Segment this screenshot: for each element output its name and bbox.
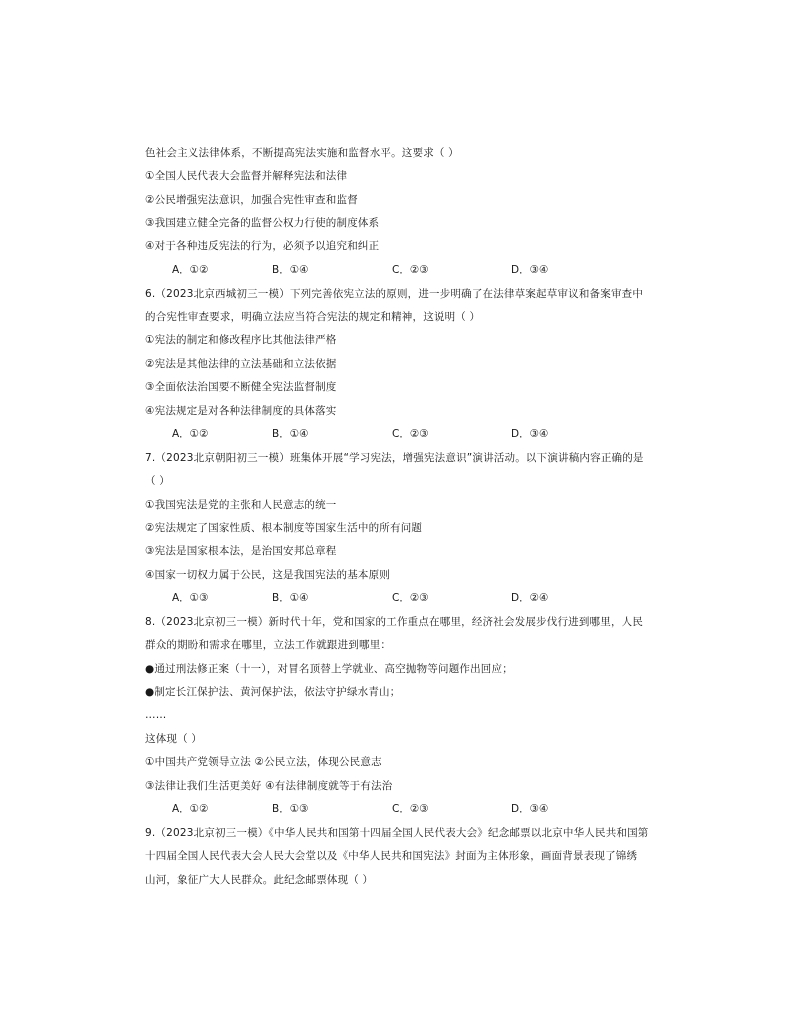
q6-option-a[interactable]: A．①②: [172, 428, 209, 440]
q6-option-b[interactable]: B．①④: [272, 428, 309, 440]
q5-stem-tail: 色社会主义法律体系，不断提高宪法实施和监督水平。这要求（ ）: [145, 147, 459, 159]
q8-option-c[interactable]: C．②③: [392, 803, 429, 815]
q5-option-b[interactable]: B．①④: [272, 264, 309, 276]
q8-prompt: 这体现（ ）: [145, 733, 203, 745]
q8-stem-line-2: 群众的期盼和需求在哪里，立法工作就跟进到哪里：: [145, 639, 392, 651]
q5-item-4: ④对于各种违反宪法的行为，必须予以追究和纠正: [145, 240, 380, 252]
q6-option-d[interactable]: D．③④: [511, 428, 549, 440]
q7-item-2: ②宪法规定了国家性质、根本制度等国家生活中的所有问题: [145, 522, 423, 534]
q5-item-1: ①全国人民代表大会监督并解释宪法和法律: [145, 170, 348, 182]
q8-option-a[interactable]: A．①②: [172, 803, 209, 815]
q7-item-4: ④国家一切权力属于公民，这是我国宪法的基本原则: [145, 569, 391, 581]
q7-option-c[interactable]: C．②③: [392, 592, 429, 604]
q7-option-b[interactable]: B．①④: [272, 592, 309, 604]
q5-option-c[interactable]: C．②③: [392, 264, 429, 276]
q8-option-b[interactable]: B．①③: [272, 803, 309, 815]
q6-option-c[interactable]: C．②③: [392, 428, 429, 440]
q6-item-4: ④宪法规定是对各种法律制度的具体落实: [145, 405, 337, 417]
q6-item-2: ②宪法是其他法律的立法基础和立法依据: [145, 358, 337, 370]
q8-ellipsis: ……: [145, 709, 167, 721]
q5-item-3: ③我国建立健全完备的监督公权力行使的制度体系: [145, 217, 380, 229]
q9-stem-line-2: 十四届全国人民代表大会人民大会堂以及《中华人民共和国宪法》封面为主体形象，画面背景表现了锦绣: [145, 850, 638, 862]
q6-options: [172, 426, 692, 442]
q9-stem-line-1: 9.（2023北京初三一模）《中华人民共和国第十四届全国人民代表大会》纪念邮票以北京中华人民共和国第: [145, 827, 649, 839]
q8-bullet-1: ●通过刑法修正案（十一），对冒名顶替上学就业、高空抛物等问题作出回应；: [145, 663, 513, 675]
q7-stem-line-2: （ ）: [145, 475, 170, 487]
q7-option-d[interactable]: D．②④: [511, 592, 549, 604]
q7-options: [172, 590, 692, 606]
q5-item-2: ②公民增强宪法意识，加强合宪性审查和监督: [145, 194, 358, 206]
q7-item-1: ①我国宪法是党的主张和人民意志的统一: [145, 499, 337, 511]
q5-option-d[interactable]: D．③④: [511, 264, 549, 276]
q7-option-a[interactable]: A．①③: [172, 592, 209, 604]
q8-stem-line-1: 8.（2023北京初三一模）新时代十年，党和国家的工作重点在哪里，经济社会发展步伐行进到哪里，人民: [145, 616, 644, 628]
q6-item-1: ①宪法的制定和修改程序比其他法律严格: [145, 334, 337, 346]
q9-stem-line-3: 山河，象征广大人民群众。此纪念邮票体现（ ）: [145, 874, 374, 886]
q7-item-3: ③宪法是国家根本法，是治国安邦总章程: [145, 545, 337, 557]
q5-options: [172, 262, 692, 278]
q8-items-line-2: ③法律让我们生活更美好 ④有法律制度就等于有法治: [145, 780, 393, 792]
q6-stem-line-2: 的合宪性审查要求，明确立法应当符合宪法的规定和精神，这说明（ ）: [145, 311, 481, 323]
q6-item-3: ③全面依法治国要不断健全宪法监督制度: [145, 381, 337, 393]
q6-stem-line-1: 6.（2023北京西城初三一模）下列完善依宪立法的原则，进一步明确了在法律草案起草审议和备案审查中: [145, 288, 644, 300]
q8-options: [172, 801, 692, 817]
q5-option-a[interactable]: A．①②: [172, 264, 209, 276]
q8-items-line-1: ①中国共产党领导立法 ②公民立法，体现公民意志: [145, 756, 382, 768]
q8-bullet-2: ●制定长江保护法、黄河保护法，依法守护绿水青山；: [145, 686, 401, 698]
q8-option-d[interactable]: D．③④: [511, 803, 549, 815]
q7-stem-line-1: 7.（2023北京朝阳初三一模）班集体开展“学习宪法，增强宪法意识”演讲活动。以下演讲稿内容正确的是: [145, 452, 644, 464]
